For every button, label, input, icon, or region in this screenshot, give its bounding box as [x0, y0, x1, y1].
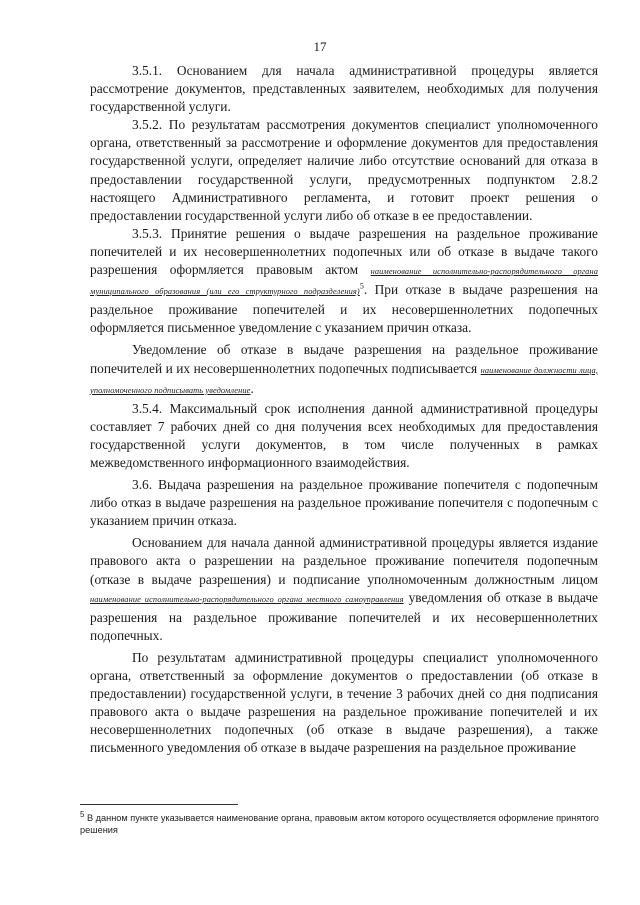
paragraph-text: Уведомление об отказе в выдаче разрешения на раздельное проживание попечителей и их несовершеннолетних подопечных подписывается	[90, 342, 598, 376]
paragraph-text: уведомления об отказе в выдаче разрешения на раздельное проживание попечителей и их несовершеннолетних подопечных.	[90, 589, 598, 643]
document-body	[90, 62, 598, 757]
paragraph-p36c	[90, 649, 598, 758]
footnote-reference: 5	[359, 281, 364, 291]
paragraph-p352	[90, 116, 598, 225]
paragraph-p354	[90, 400, 598, 472]
paragraph-text: 3.5.1. Основанием для начала административной процедуры является рассмотрение документов, представленных заявителем, необходимых для получения государственной услуги.	[90, 63, 598, 115]
paragraph-p353b	[90, 341, 598, 399]
paragraph-text: По результатам административной процедуры специалист уполномоченного органа, ответственный за оформление документов о предоставлении (об отказе в предоставлении) государственной услуги, в течение 3 рабочих дней со дня подписания правового акта о выдаче разрешения на раздельное проживание попечителей и их несовершеннолетних подопечных (об отказе в выдаче разрешения), а также письменного уведомления об отказе в выдаче разрешения на раздельное проживание	[90, 649, 598, 756]
footnote-text: В данном пункте указывается наименование органа, правовым актом которого осуществляется оформление принятого решения	[80, 813, 599, 835]
paragraph-text: . При отказе в выдаче разрешения на раздельное проживание попечителей и их несовершеннолетних подопечных оформляется письменное уведомление с указанием причин отказа.	[90, 282, 598, 336]
placeholder-field: наименование исполнительно-распорядительного органа муниципального образования (или его структурного подразделения)	[90, 267, 598, 297]
paragraph-text: 3.5.2. По результатам рассмотрения документов специалист уполномоченного органа, ответственный за рассмотрение и оформление документов для предоставления государственной услуги, определяет наличие либо отсутствие оснований для отказа в предоставлении государственной услуги, предусмотренных подпунктом 2.8.2 настоящего Административного регламента, и готовит проект решения о предоставлении государственной услуги либо об отказе в ее предоставлении.	[90, 117, 598, 223]
paragraph-p36b	[90, 534, 598, 645]
paragraph-text: Основанием для начала данной административной процедуры является издание правового акта о разрешении на раздельное проживание попечителя подопечным (отказе в выдаче разрешения) и подписание уполномоченным должностным лицом	[90, 535, 598, 587]
placeholder-field: наименование должности лица, уполномоченного подписывать уведомление	[90, 365, 598, 395]
page-number: 17	[313, 39, 327, 54]
paragraph-text: 3.5.4. Максимальный срок исполнения данной административной процедуры составляет 7 рабочих дней со дня получения всех необходимых для предоставления государственной услуги документов, в том числе полученных в рамках межведомственного информационного взаимодействия.	[90, 400, 598, 470]
paragraph-p353	[90, 225, 598, 338]
paragraph-p351	[90, 62, 598, 116]
paragraph-text: 3.6. Выдача разрешения на раздельное проживание попечителя с подопечным либо отказ в выдаче разрешения на раздельное проживание попечителя с подопечным с указанием причин отказа.	[90, 477, 598, 529]
footnote	[80, 809, 600, 836]
paragraph-p36	[90, 476, 598, 530]
footnote-mark: 5	[80, 809, 85, 819]
placeholder-field: наименование исполнительно-распорядительного органа местного самоуправления	[90, 594, 404, 604]
paragraph-text: .	[250, 380, 254, 396]
footnote-divider	[80, 804, 238, 805]
paragraph-text: 3.5.3. Принятие решения о выдаче разрешения на раздельное проживание попечителей и их несовершеннолетних подопечных или об отказе в выдаче такого разрешения оформляется правовым актом	[90, 225, 598, 278]
